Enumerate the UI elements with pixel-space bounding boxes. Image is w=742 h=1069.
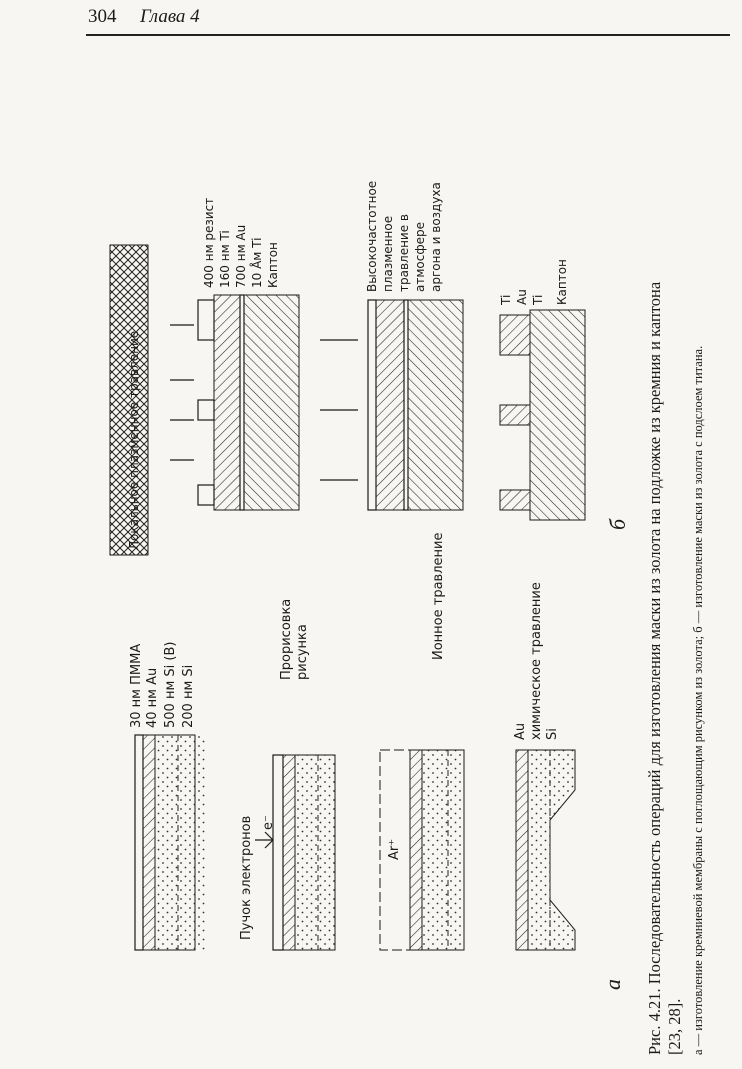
caption-description: а — изготовление кремниевой мембраны с поглощающим рисунком из золота; б — изготовление маски из золота с подслоем титана. [691, 345, 705, 1055]
au-700-2 [376, 300, 404, 510]
resist-block-2 [198, 400, 214, 420]
label-electron-beam: Пучок электронов [239, 815, 254, 940]
panel-b-letter: б [605, 518, 630, 530]
label-chem-etching: химическое травление [529, 582, 544, 740]
label-hf-2: плазменное [381, 215, 395, 292]
panel-b-step2 [320, 300, 463, 510]
panel-b-step1 [170, 295, 299, 510]
ti-10 [240, 295, 244, 510]
si-membrane [528, 750, 575, 950]
panel-a-step1 [135, 735, 207, 950]
panel-a-step4 [516, 750, 575, 950]
label-ti-10: 10 Åм Ti [250, 237, 264, 288]
panel-b-letter-group [605, 518, 630, 530]
label-pattern-1: Прорисовка [279, 598, 294, 680]
figure-svg [80, 60, 740, 1060]
ion-symbol: Ar⁺ [387, 838, 402, 860]
label-local-plasma: Локальное плазменное травление [127, 330, 141, 550]
au-island-1 [500, 315, 530, 355]
ion-symbol-group [387, 839, 402, 860]
au-layer-3 [410, 750, 422, 950]
chapter-title: Глава 4 [140, 6, 200, 27]
label-au-40: 40 нм Au [145, 667, 160, 728]
panel-a-letter-group [600, 979, 625, 990]
label-hf-1: Высокочастотное [365, 180, 379, 292]
caption-refs: [23, 28]. [665, 998, 684, 1055]
label-ti-160: 160 нм Ti [218, 230, 232, 288]
label-pmma: 30 нм ПММА [129, 643, 144, 728]
page-number: 304 [88, 6, 117, 27]
pmma-layer [135, 735, 143, 950]
label-pattern-2: рисунка [295, 624, 310, 680]
panel-a-letter: а [600, 979, 625, 990]
panel-a-final-labels [513, 582, 560, 740]
kapton-3 [530, 310, 585, 520]
panel-a-layer-labels [129, 642, 196, 728]
label-hf-3: травление в [397, 214, 411, 292]
si-layer-2 [295, 755, 335, 950]
panel-b-layer-labels [202, 198, 280, 288]
ti-10-2 [404, 300, 408, 510]
beam-ray-1 [265, 832, 273, 840]
resist-block-1 [198, 300, 214, 340]
hf-plasma-labels [365, 181, 443, 292]
panel-a-beam-labels [239, 816, 254, 940]
label-au-700: 700 нм Au [234, 224, 248, 288]
label-final-ti-top: Ti [499, 294, 513, 305]
electron-symbol: e⁻ [261, 815, 276, 830]
local-plasma-label-group [127, 331, 141, 550]
si-b-layer [155, 735, 195, 950]
beam-ray-2 [265, 840, 273, 848]
kapton-2 [408, 300, 463, 510]
au-layer [143, 735, 155, 950]
label-kapton: Каптон [266, 242, 280, 288]
resist-thin [368, 300, 376, 510]
au-layer-4 [516, 750, 528, 950]
label-si-200: 200 нм Si [181, 664, 196, 728]
label-ion-etching: Ионное травление [431, 532, 446, 660]
caption-title: Рис. 4.21. Последовательность операций для изготовления маски из золота на подложке из кремния и каптона [645, 281, 664, 1055]
figure-4-21 [80, 60, 740, 1060]
panel-a-step2 [255, 755, 335, 950]
page-header [0, 0, 742, 44]
si-layer-3 [422, 750, 464, 950]
resist-block-3 [198, 485, 214, 505]
label-resist: 400 нм резист [202, 197, 216, 288]
panel-b-final-labels [499, 259, 569, 306]
pattern-labels [279, 599, 310, 680]
ion-etching-label-group [431, 533, 446, 660]
au-island-2 [500, 405, 530, 425]
label-final-au: Au [515, 289, 529, 305]
label-final-kapton: Каптон [555, 259, 569, 305]
header-rule [86, 34, 730, 36]
au-island-3 [500, 490, 530, 510]
au-700 [214, 295, 240, 510]
au-layer-2 [283, 755, 295, 950]
caption [645, 281, 705, 1055]
electron-symbol-group [261, 815, 276, 830]
label-final-ti: Ti [531, 294, 545, 305]
kapton [244, 295, 299, 510]
panel-b-step3 [500, 310, 585, 520]
label-hf-5: аргона и воздуха [429, 182, 443, 292]
label-si-b: 500 нм Si (B) [163, 641, 178, 728]
label-final-au: Au [513, 722, 528, 740]
si-layer [195, 735, 207, 950]
label-hf-4: атмосфере [413, 222, 427, 292]
resist-patterned [273, 755, 283, 950]
label-final-si: Si [545, 728, 560, 740]
